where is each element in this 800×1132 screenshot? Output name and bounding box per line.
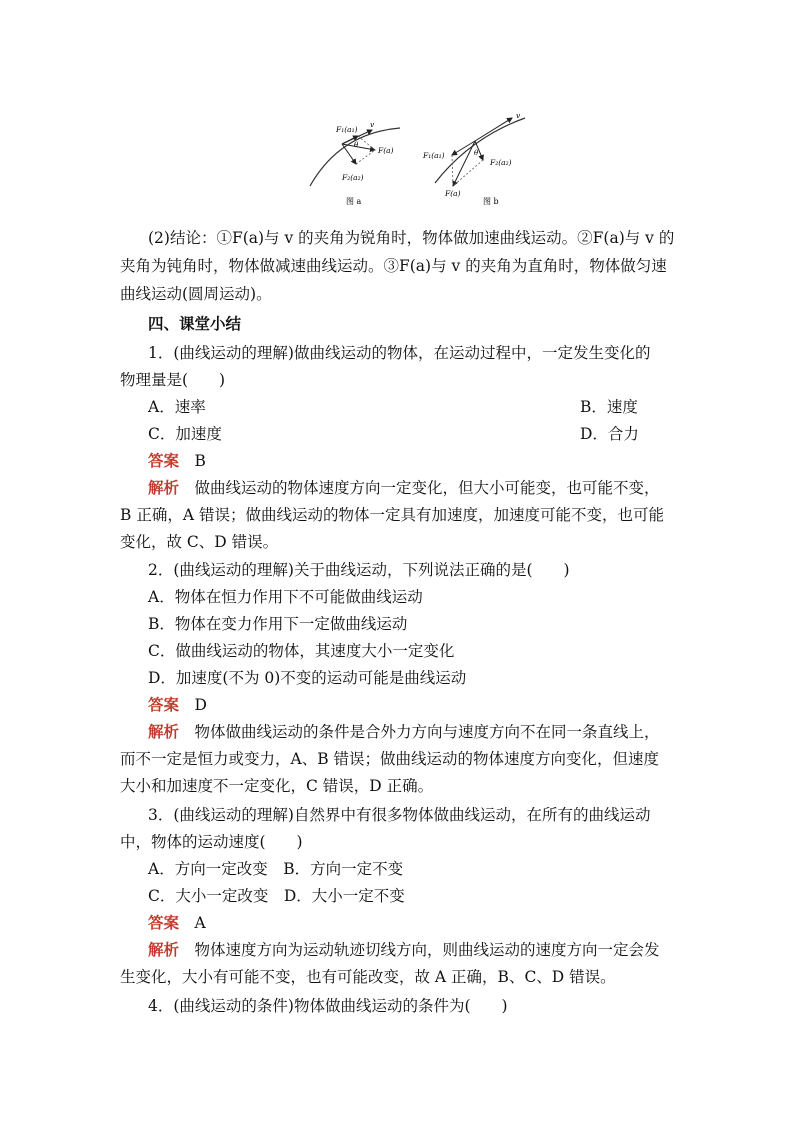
q2-answer-label: 答案 bbox=[148, 695, 180, 714]
section-title: 四、课堂小结 bbox=[148, 314, 242, 333]
q1-analysis-1 bbox=[148, 478, 718, 498]
q1-analysis-3: 变化，故 C、D 错误。 bbox=[120, 533, 279, 551]
label-f2-b: F₂(a₂) bbox=[490, 158, 512, 167]
conclusion-line-2: 夹角为钝角时，物体做减速曲线运动。③F(a)与 v 的夹角为直角时，物体做匀速 bbox=[120, 257, 667, 275]
q3-stem-2: 中，物体的运动速度( ) bbox=[120, 833, 303, 851]
q3-options-row-2: C．大小一定改变 D．大小一定不变 bbox=[148, 887, 405, 905]
label-f2-a: F₂(a₂) bbox=[342, 173, 364, 182]
q2-answer-value: D bbox=[194, 696, 207, 714]
q4-stem: 4．(曲线运动的条件)物体做曲线运动的条件为( ) bbox=[148, 997, 508, 1015]
q1-analysis-text-1: 做曲线运动的物体速度方向一定变化，但大小可能变，也可能不变， bbox=[194, 479, 660, 497]
label-theta-a: θ bbox=[354, 141, 359, 149]
caption-a: 图 a bbox=[346, 197, 362, 206]
q2-analysis-2: 而不一定是恒力或变力，A、B 错误；做曲线运动的物体速度方向变化，但速度 bbox=[120, 750, 660, 768]
label-f1-b: F₁(a₁) bbox=[423, 151, 445, 160]
q2-answer bbox=[148, 695, 718, 715]
q1-option-d: D．合力 bbox=[580, 425, 639, 443]
q2-option-c: C．做曲线运动的物体，其速度大小一定变化 bbox=[148, 642, 455, 660]
label-f1-a: F₁(a₁) bbox=[336, 125, 358, 134]
q1-answer bbox=[148, 451, 718, 471]
q2-option-b: B．物体在变力作用下一定做曲线运动 bbox=[148, 615, 408, 633]
force-a bbox=[342, 144, 375, 150]
q3-analysis-text-1: 物体速度方向为运动轨迹切线方向，则曲线运动的速度方向一定会发 bbox=[194, 941, 660, 959]
q1-option-c: C．加速度 bbox=[148, 425, 222, 443]
q1-stem-1: 1．(曲线运动的理解)做曲线运动的物体，在运动过程中，一定发生变化的 bbox=[148, 344, 651, 362]
q3-stem-1: 3．(曲线运动的理解)自然界中有很多物体做曲线运动，在所有的曲线运动 bbox=[148, 806, 651, 824]
q3-options-row-1: A．方向一定改变 B．方向一定不变 bbox=[148, 860, 404, 878]
q1-analysis-2: B 正确，A 错误；做曲线运动的物体一定具有加速度，加速度可能不变，也可能 bbox=[120, 506, 664, 524]
q2-analysis-text-1: 物体做曲线运动的条件是合外力方向与速度方向不在同一条直线上， bbox=[194, 723, 660, 741]
q2-stem: 2．(曲线运动的理解)关于曲线运动，下列说法正确的是( ) bbox=[148, 561, 570, 579]
q3-analysis-1 bbox=[148, 940, 718, 960]
force-decomposition-figure bbox=[300, 108, 530, 213]
label-v-b: v bbox=[516, 111, 521, 120]
label-f-a: F(a) bbox=[378, 146, 394, 155]
q1-option-b: B．速度 bbox=[580, 398, 638, 416]
label-theta-b: θ bbox=[474, 149, 479, 157]
q3-answer-label: 答案 bbox=[148, 913, 180, 932]
q1-option-a: A．速率 bbox=[148, 398, 206, 416]
q3-analysis-2: 生变化，大小有可能不变，也有可能改变，故 A 正确，B、C、D 错误。 bbox=[120, 968, 616, 986]
q1-analysis-label: 解析 bbox=[148, 478, 180, 497]
q3-answer-value: A bbox=[194, 914, 206, 932]
q1-answer-label: 答案 bbox=[148, 451, 180, 470]
q1-answer-value: B bbox=[194, 452, 206, 470]
q3-analysis-label: 解析 bbox=[148, 940, 180, 959]
velocity-b bbox=[475, 118, 512, 141]
q2-analysis-label: 解析 bbox=[148, 722, 180, 741]
q2-analysis-1 bbox=[148, 722, 718, 742]
q1-stem-2: 物理量是( ) bbox=[120, 371, 226, 389]
q3-answer bbox=[148, 913, 718, 933]
q2-option-d: D．加速度(不为 0)不变的运动可能是曲线运动 bbox=[148, 669, 467, 687]
q2-option-a: A．物体在恒力作用下不可能做曲线运动 bbox=[148, 588, 423, 606]
label-f-b: F(a) bbox=[445, 189, 461, 198]
caption-b: 图 b bbox=[483, 197, 499, 206]
label-v-a: v bbox=[370, 120, 375, 129]
q1-options-row-2 bbox=[148, 424, 718, 444]
conclusion-line-1: (2)结论：①F(a)与 v 的夹角为锐角时，物体做加速曲线运动。②F(a)与 v 的 bbox=[148, 229, 675, 247]
trajectory-b bbox=[435, 118, 525, 183]
conclusion-line-3: 曲线运动(圆周运动)。 bbox=[120, 285, 272, 303]
q1-options-row-1 bbox=[148, 397, 718, 417]
q2-analysis-3: 大小和加速度不一定变化，C 错误，D 正确。 bbox=[120, 777, 434, 795]
figure-svg bbox=[300, 108, 530, 213]
